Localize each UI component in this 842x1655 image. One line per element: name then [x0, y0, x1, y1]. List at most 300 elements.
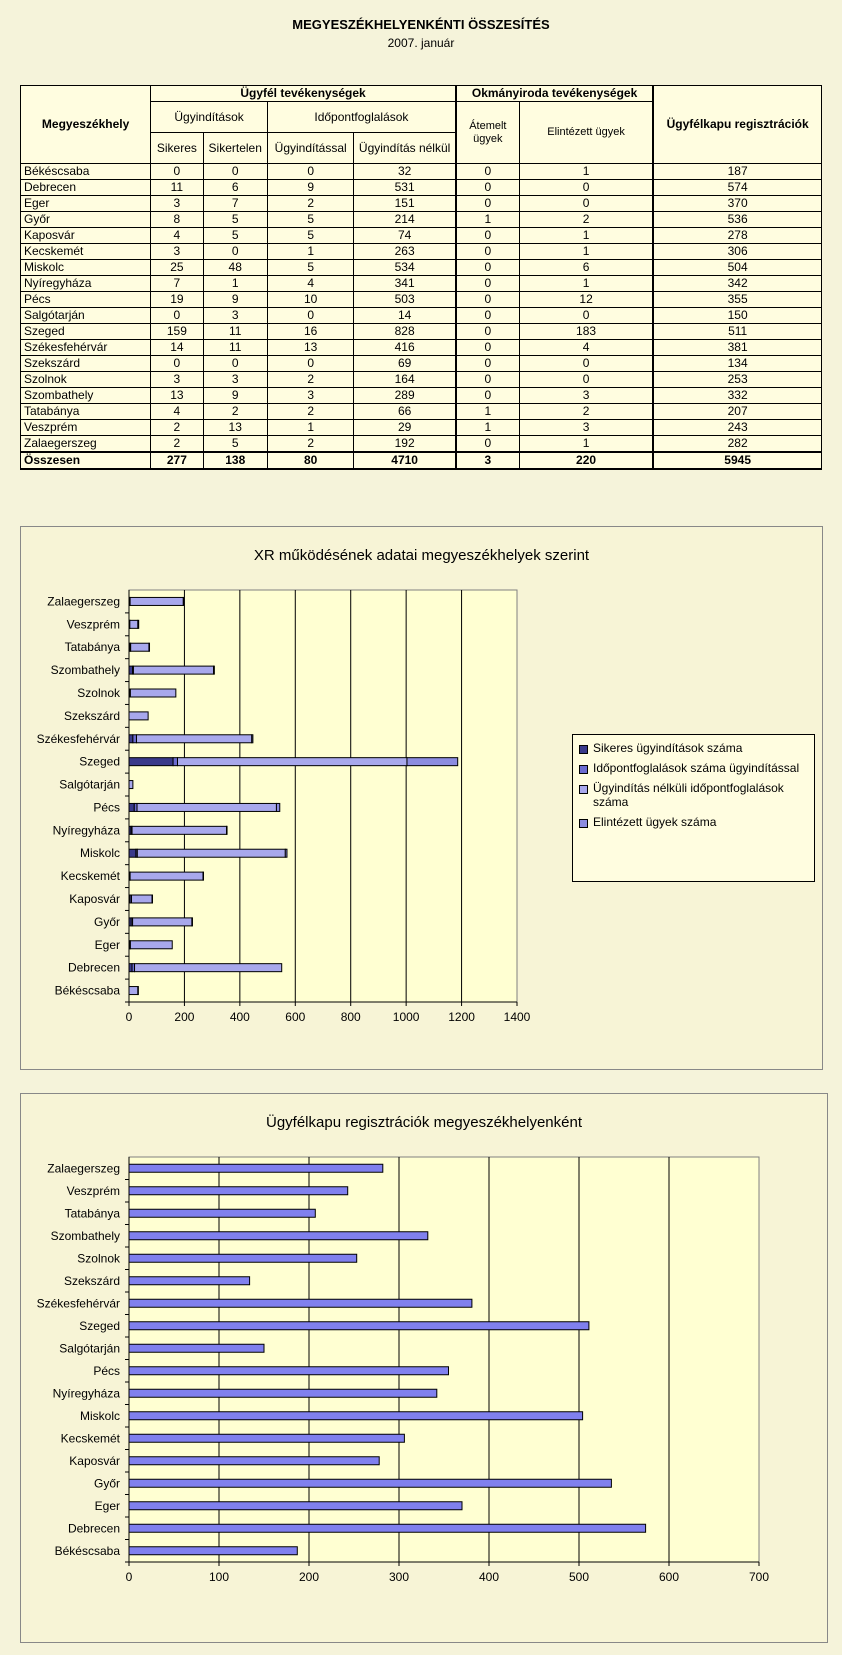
- table-cell-value: 278: [653, 228, 821, 244]
- table-cell-value: 3: [203, 308, 267, 324]
- bar-segment: [133, 666, 213, 674]
- bar-segment: [129, 712, 148, 720]
- bar-segment: [173, 758, 177, 766]
- bar-segment: [129, 1187, 348, 1195]
- table-cell-value: 511: [653, 324, 821, 340]
- col-ugyinditassal-header: Ügyindítással: [267, 133, 353, 164]
- col-nelkul-header: Ügyindítás nélkül: [354, 133, 456, 164]
- bar-segment: [138, 620, 139, 628]
- chart2-title: Ügyfélkapu regisztrációk megyeszékhelyenként: [266, 1114, 582, 1131]
- x-tick-label: 500: [568, 1570, 590, 1584]
- col-ugyfelkapu-header: Ügyfélkapu regisztrációk: [653, 86, 821, 164]
- category-label: Nyíregyháza: [52, 1386, 120, 1401]
- table-cell-value: 4: [519, 340, 653, 356]
- x-tick-label: 600: [658, 1570, 680, 1584]
- chart2-svg: [21, 1094, 827, 1642]
- table-cell-value: 4: [151, 228, 203, 244]
- table-cell-value: 16: [267, 324, 353, 340]
- table-cell-value: 289: [354, 388, 456, 404]
- table-cell-value: 253: [653, 372, 821, 388]
- bar-segment: [129, 735, 133, 743]
- bar-segment: [129, 803, 134, 811]
- bar-segment: [129, 758, 173, 766]
- table-cell-value: 332: [653, 388, 821, 404]
- category-label: Győr: [93, 1476, 120, 1491]
- bar-segment: [129, 1209, 315, 1217]
- bar-segment: [203, 872, 204, 880]
- table-cell-value: 11: [203, 340, 267, 356]
- bar-segment: [138, 987, 139, 995]
- col-sikertelen-header: Sikertelen: [203, 133, 267, 164]
- table-cell-value: 2: [267, 196, 353, 212]
- bar-segment: [252, 735, 253, 743]
- table-cell-value: 5945: [653, 452, 821, 469]
- table-cell-city: Kaposvár: [21, 228, 151, 244]
- bar-segment: [133, 918, 192, 926]
- category-label: Szeged: [79, 754, 120, 769]
- table-cell-value: 2: [151, 436, 203, 453]
- table-row: [21, 404, 822, 420]
- table-cell-value: 5: [267, 228, 353, 244]
- bar-segment: [137, 849, 285, 857]
- table-cell-value: 183: [519, 324, 653, 340]
- bar-segment: [136, 735, 251, 743]
- bar-segment: [130, 620, 138, 628]
- table-cell-value: 3: [267, 388, 353, 404]
- legend-swatch: [579, 765, 588, 774]
- table-cell-value: 74: [354, 228, 456, 244]
- category-label: Szombathely: [50, 1228, 120, 1243]
- table-cell-value: 6: [519, 260, 653, 276]
- table-cell-value: 3: [456, 452, 520, 469]
- table-cell-value: 534: [354, 260, 456, 276]
- table-cell-value: 10: [267, 292, 353, 308]
- legend-item: [579, 761, 808, 775]
- table-cell-value: 1: [519, 164, 653, 180]
- x-tick-label: 0: [125, 1570, 133, 1584]
- category-label: Kaposvár: [69, 892, 120, 906]
- table-cell-value: 3: [519, 420, 653, 436]
- table-cell-value: 14: [354, 308, 456, 324]
- table-cell-value: 0: [456, 388, 520, 404]
- x-tick-label: 1200: [448, 1010, 475, 1024]
- table-cell-value: 0: [519, 356, 653, 372]
- table-cell-value: 574: [653, 180, 821, 196]
- bar-segment: [276, 803, 279, 811]
- bar-segment: [407, 758, 458, 766]
- col-sikeres-header: Sikeres: [151, 133, 203, 164]
- table-cell-city: Szeged: [21, 324, 151, 340]
- table-cell-value: 282: [653, 436, 821, 453]
- table-cell-value: 159: [151, 324, 203, 340]
- category-label: Kaposvár: [69, 1453, 120, 1468]
- bar-segment: [129, 1254, 357, 1262]
- bar-segment: [129, 1524, 646, 1532]
- bar-segment: [129, 1547, 297, 1555]
- table-cell-value: 12: [519, 292, 653, 308]
- table-cell-value: 2: [267, 372, 353, 388]
- legend-item: [579, 741, 808, 755]
- legend-label: Elintézett ügyek száma: [593, 815, 717, 829]
- category-label: Pécs: [93, 1363, 120, 1378]
- table-cell-value: 1: [456, 404, 520, 420]
- table-cell-value: 207: [653, 404, 821, 420]
- bar-segment: [133, 735, 137, 743]
- table-cell-city: Szolnok: [21, 372, 151, 388]
- table-cell-value: 0: [456, 244, 520, 260]
- category-label: Eger: [94, 937, 120, 952]
- table-cell-value: 66: [354, 404, 456, 420]
- table-cell-value: 1: [456, 420, 520, 436]
- table-cell-value: 13: [203, 420, 267, 436]
- category-label: Szekszárd: [63, 708, 120, 723]
- bar-segment: [129, 1457, 379, 1465]
- x-tick-label: 100: [208, 1570, 230, 1584]
- table-cell-value: 214: [354, 212, 456, 228]
- category-label: Salgótarján: [59, 1341, 120, 1356]
- x-tick-label: 1000: [392, 1010, 420, 1024]
- x-tick-label: 300: [388, 1570, 410, 1584]
- bar-segment: [130, 941, 172, 949]
- bar-segment: [129, 1322, 589, 1330]
- x-tick-label: 1400: [503, 1010, 531, 1024]
- table-cell-value: 14: [151, 340, 203, 356]
- table-cell-value: 503: [354, 292, 456, 308]
- group-okmany-header: Okmányiroda tevékenységek: [456, 86, 653, 102]
- bar-segment: [130, 872, 203, 880]
- table-cell-value: 3: [151, 244, 203, 260]
- category-label: Veszprém: [66, 1183, 120, 1198]
- table-cell-value: 25: [151, 260, 203, 276]
- category-label: Miskolc: [79, 1408, 120, 1423]
- table-cell-value: 5: [203, 228, 267, 244]
- bar-segment: [129, 1277, 250, 1285]
- plot-area: [129, 590, 517, 1002]
- table-cell-value: 187: [653, 164, 821, 180]
- x-tick-label: 200: [174, 1010, 195, 1024]
- category-label: Székesfehérvár: [36, 1296, 120, 1311]
- legend-swatch: [579, 745, 588, 754]
- table-cell-value: 5: [203, 436, 267, 453]
- table-row: [21, 420, 822, 436]
- table-cell-value: 0: [456, 180, 520, 196]
- table-cell-value: 0: [456, 292, 520, 308]
- x-tick-label: 400: [229, 1010, 250, 1024]
- table-cell-value: 0: [267, 356, 353, 372]
- table-row: [21, 212, 822, 228]
- table-cell-value: 0: [456, 340, 520, 356]
- bar-segment: [135, 964, 282, 972]
- table-cell-value: 370: [653, 196, 821, 212]
- bar-segment: [129, 1164, 383, 1172]
- category-label: Zalaegerszeg: [47, 594, 120, 609]
- bar-segment: [129, 1479, 611, 1487]
- page-title: MEGYESZÉKHELYENKÉNTI ÖSSZESÍTÉS: [292, 17, 550, 32]
- page-subtitle: 2007. január: [387, 36, 455, 50]
- table-cell-city: Székesfehérvár: [21, 340, 151, 356]
- category-label: Nyíregyháza: [52, 823, 120, 838]
- table-cell-value: 13: [267, 340, 353, 356]
- table-cell-value: 0: [203, 356, 267, 372]
- table-cell-value: 0: [456, 196, 520, 212]
- table-cell-value: 9: [203, 292, 267, 308]
- table-cell-value: 416: [354, 340, 456, 356]
- table-cell-value: 1: [519, 436, 653, 453]
- chart1-panel: [20, 526, 823, 1070]
- table-cell-value: 9: [267, 180, 353, 196]
- table-cell-value: 7: [151, 276, 203, 292]
- legend-swatch: [579, 785, 588, 794]
- table-cell-value: 4: [151, 404, 203, 420]
- x-tick-label: 600: [285, 1010, 306, 1024]
- bar-segment: [129, 1434, 404, 1442]
- category-label: Debrecen: [67, 1521, 120, 1536]
- table-cell-value: 13: [151, 388, 203, 404]
- table-cell-value: 0: [456, 308, 520, 324]
- table-cell-value: 80: [267, 452, 353, 469]
- table-cell-value: 1: [267, 244, 353, 260]
- table-total-row: [21, 452, 822, 469]
- table-cell-value: 2: [151, 420, 203, 436]
- bar-segment: [129, 781, 133, 789]
- table-row: [21, 372, 822, 388]
- table-cell-value: 1: [519, 228, 653, 244]
- table-cell-city: Összesen: [21, 452, 151, 469]
- category-label: Debrecen: [67, 960, 120, 975]
- table-cell-city: Salgótarján: [21, 308, 151, 324]
- table-cell-value: 0: [456, 164, 520, 180]
- table-cell-value: 138: [203, 452, 267, 469]
- bar-segment: [192, 918, 193, 926]
- category-label: Salgótarján: [59, 777, 120, 792]
- table-cell-city: Nyíregyháza: [21, 276, 151, 292]
- table-cell-value: 341: [354, 276, 456, 292]
- table-cell-value: 3: [151, 196, 203, 212]
- sub-idopont-header: Időpontfoglalások: [267, 102, 455, 133]
- category-label: Szolnok: [77, 686, 120, 700]
- legend-label: Időpontfoglalások száma ügyindítással: [593, 761, 800, 775]
- table-cell-value: 69: [354, 356, 456, 372]
- table-row: [21, 308, 822, 324]
- table-cell-value: 0: [203, 244, 267, 260]
- table-cell-city: Kecskemét: [21, 244, 151, 260]
- group-ugyfel-header: Ügyfél tevékenységek: [151, 86, 456, 102]
- table-cell-value: 29: [354, 420, 456, 436]
- table-cell-value: 134: [653, 356, 821, 372]
- table-cell-value: 0: [456, 356, 520, 372]
- table-cell-value: 1: [203, 276, 267, 292]
- table-cell-value: 5: [267, 260, 353, 276]
- category-label: Kecskemét: [60, 1431, 120, 1446]
- table-cell-value: 7: [203, 196, 267, 212]
- table-cell-value: 3: [519, 388, 653, 404]
- bar-segment: [129, 1344, 264, 1352]
- x-tick-label: 700: [748, 1570, 770, 1584]
- table-cell-value: 0: [203, 164, 267, 180]
- bar-segment: [129, 1299, 472, 1307]
- table-cell-value: 0: [267, 164, 353, 180]
- table-cell-value: 4710: [354, 452, 456, 469]
- bar-segment: [149, 643, 150, 651]
- table-row: [21, 340, 822, 356]
- table-cell-value: 306: [653, 244, 821, 260]
- table-cell-value: 0: [519, 196, 653, 212]
- table-cell-value: 32: [354, 164, 456, 180]
- table-cell-value: 0: [456, 372, 520, 388]
- bar-segment: [130, 597, 183, 605]
- table-cell-value: 2: [267, 436, 353, 453]
- category-label: Tatabánya: [64, 1206, 120, 1221]
- table-cell-city: Tatabánya: [21, 404, 151, 420]
- category-label: Szekszárd: [63, 1273, 120, 1288]
- table-cell-value: 150: [653, 308, 821, 324]
- table-cell-value: 48: [203, 260, 267, 276]
- table-cell-value: 0: [456, 260, 520, 276]
- table-cell-value: 11: [151, 180, 203, 196]
- category-label: Kecskemét: [60, 869, 120, 884]
- table-cell-value: 1: [456, 212, 520, 228]
- table-cell-value: 1: [519, 244, 653, 260]
- table-cell-value: 0: [519, 372, 653, 388]
- table-cell-value: 0: [456, 276, 520, 292]
- table-cell-value: 151: [354, 196, 456, 212]
- table-cell-value: 0: [456, 436, 520, 453]
- table-cell-value: 342: [653, 276, 821, 292]
- sub-ugyinditasok-header: Ügyindítások: [151, 102, 268, 133]
- table-cell-value: 1: [519, 276, 653, 292]
- category-label: Székesfehérvár: [36, 731, 120, 746]
- table-row: [21, 196, 822, 212]
- table-cell-value: 220: [519, 452, 653, 469]
- table-cell-value: 1: [267, 420, 353, 436]
- category-label: Pécs: [93, 800, 120, 815]
- chart1-legend: [572, 734, 815, 882]
- table-cell-value: 263: [354, 244, 456, 260]
- bar-segment: [130, 689, 175, 697]
- table-cell-city: Győr: [21, 212, 151, 228]
- bar-segment: [129, 1232, 428, 1240]
- table-row: [21, 436, 822, 453]
- table-cell-city: Békéscsaba: [21, 164, 151, 180]
- bar-segment: [129, 666, 133, 674]
- table-cell-value: 0: [519, 308, 653, 324]
- table-cell-value: 19: [151, 292, 203, 308]
- table-cell-value: 11: [203, 324, 267, 340]
- table-cell-value: 0: [151, 164, 203, 180]
- chart2-panel: [20, 1093, 828, 1643]
- category-label: Eger: [94, 1498, 120, 1513]
- table-cell-value: 4: [267, 276, 353, 292]
- bar-segment: [131, 643, 149, 651]
- bar-segment: [129, 1367, 449, 1375]
- table-cell-city: Pécs: [21, 292, 151, 308]
- table-cell-value: 536: [653, 212, 821, 228]
- table-cell-value: 243: [653, 420, 821, 436]
- table-cell-value: 6: [203, 180, 267, 196]
- bar-segment: [129, 1389, 437, 1397]
- table-cell-value: 2: [519, 212, 653, 228]
- category-label: Veszprém: [66, 617, 120, 632]
- bar-segment: [129, 1502, 462, 1510]
- table-cell-value: 3: [151, 372, 203, 388]
- table-cell-value: 277: [151, 452, 203, 469]
- table-cell-value: 0: [456, 228, 520, 244]
- legend-item: [579, 781, 808, 809]
- category-label: Szombathely: [50, 663, 120, 678]
- table-row: [21, 164, 822, 180]
- summary-table: [20, 85, 822, 470]
- table-cell-city: Szombathely: [21, 388, 151, 404]
- table-row: [21, 180, 822, 196]
- bar-segment: [129, 987, 138, 995]
- table-cell-value: 5: [267, 212, 353, 228]
- table-row: [21, 324, 822, 340]
- bar-segment: [227, 826, 228, 834]
- col-city-header: Megyeszékhely: [21, 86, 151, 164]
- category-label: Szeged: [79, 1318, 120, 1333]
- x-tick-label: 800: [340, 1010, 361, 1024]
- table-cell-value: 531: [354, 180, 456, 196]
- table-row: [21, 244, 822, 260]
- table-row: [21, 292, 822, 308]
- table-cell-value: 355: [653, 292, 821, 308]
- table-cell-city: Veszprém: [21, 420, 151, 436]
- bar-segment: [132, 826, 227, 834]
- table-cell-value: 3: [203, 372, 267, 388]
- table-cell-value: 381: [653, 340, 821, 356]
- bar-segment: [214, 666, 215, 674]
- bar-segment: [183, 597, 184, 605]
- table-cell-value: 5: [203, 212, 267, 228]
- table-cell-value: 828: [354, 324, 456, 340]
- table-cell-city: Szekszárd: [21, 356, 151, 372]
- category-label: Miskolc: [79, 846, 120, 861]
- table-cell-value: 0: [456, 324, 520, 340]
- table-cell-value: 8: [151, 212, 203, 228]
- table-cell-city: Zalaegerszeg: [21, 436, 151, 453]
- col-elintezett-header: Elintézett ügyek: [519, 102, 653, 164]
- table-cell-value: 2: [519, 404, 653, 420]
- table-cell-value: 504: [653, 260, 821, 276]
- table-cell-value: 0: [267, 308, 353, 324]
- bar-segment: [152, 895, 153, 903]
- table-row: [21, 356, 822, 372]
- table-cell-city: Debrecen: [21, 180, 151, 196]
- table-cell-value: 0: [151, 356, 203, 372]
- table-cell-city: Miskolc: [21, 260, 151, 276]
- table-row: [21, 388, 822, 404]
- legend-swatch: [579, 819, 588, 828]
- table-cell-value: 0: [151, 308, 203, 324]
- table-row: [21, 276, 822, 292]
- x-tick-label: 200: [298, 1570, 320, 1584]
- category-label: Békéscsaba: [54, 983, 120, 998]
- category-label: Tatabánya: [64, 640, 120, 655]
- table-row: [21, 228, 822, 244]
- bar-segment: [137, 803, 276, 811]
- category-label: Szolnok: [77, 1251, 120, 1266]
- chart1-title: XR működésének adatai megyeszékhelyek szerint: [253, 547, 590, 564]
- bar-segment: [285, 849, 287, 857]
- category-label: Győr: [93, 914, 120, 929]
- legend-label: Sikeres ügyindítások száma: [593, 741, 743, 755]
- legend-item: [579, 815, 808, 829]
- legend-label: Ügyindítás nélküli időpontfoglalások száma: [593, 781, 784, 809]
- bar-segment: [131, 895, 152, 903]
- category-label: Zalaegerszeg: [47, 1161, 120, 1176]
- table-cell-value: 2: [267, 404, 353, 420]
- x-tick-label: 400: [478, 1570, 500, 1584]
